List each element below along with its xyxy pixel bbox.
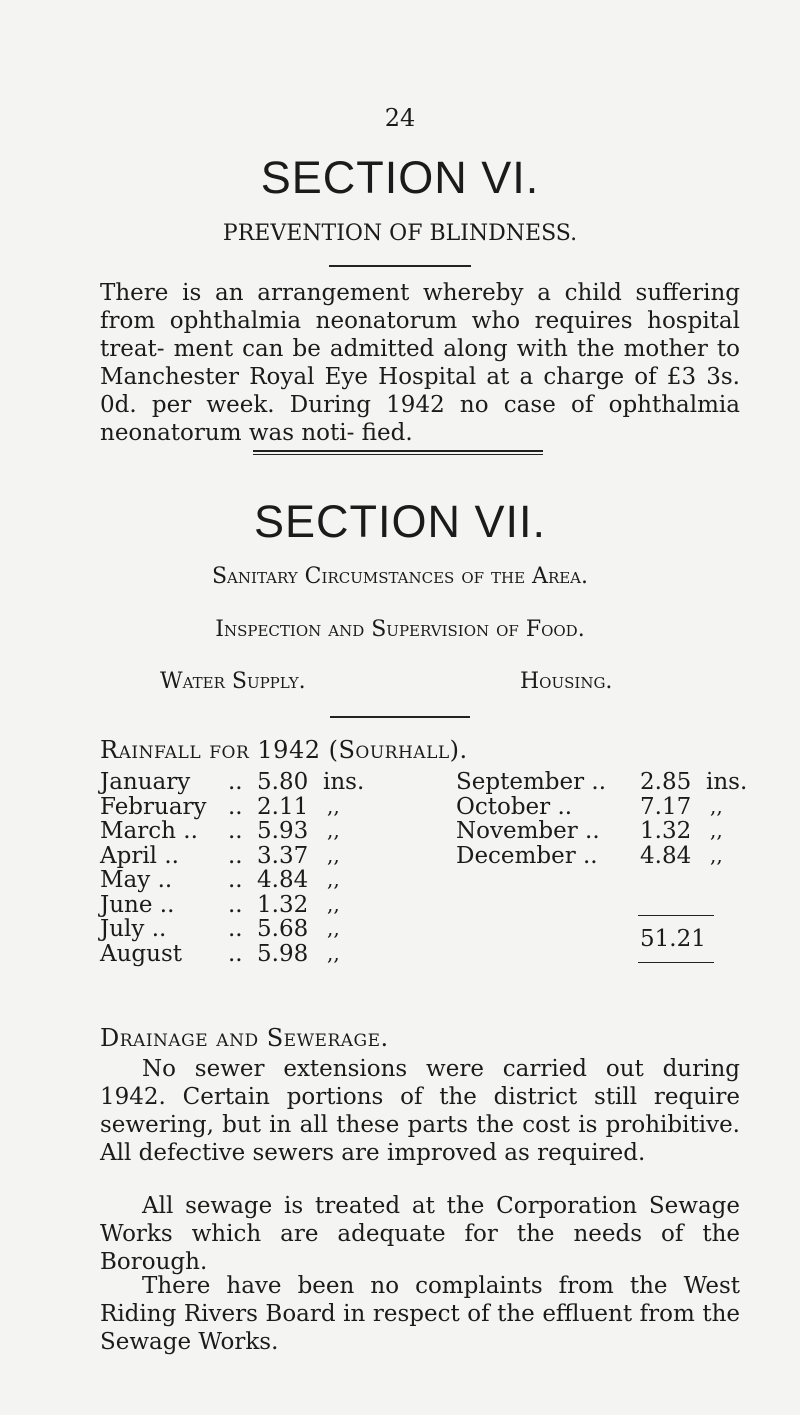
rainfall-month: August	[100, 940, 183, 967]
drainage-paragraph-2: All sewage is treated at the Corporation Sewage Works which are adequate for the needs of the Borough.	[100, 1193, 740, 1275]
rainfall-value: 1.32	[257, 891, 309, 918]
page-number: 24	[384, 104, 416, 132]
rainfall-dots: ..	[228, 793, 243, 820]
rainfall-value: 1.32	[640, 818, 692, 844]
rainfall-dots: ..	[228, 916, 243, 942]
drainage-paragraph-1: No sewer extensions were carried out during 1942. Certain portions of the district still require sewering, but in all these parts the cost is prohibitive. All defective sewers are improved as required.	[100, 1056, 740, 1166]
rainfall-value: 4.84	[640, 842, 692, 869]
rainfall-month: January	[100, 769, 191, 795]
rainfall-unit: ,,	[710, 793, 723, 818]
rainfall-month: November ..	[456, 818, 600, 844]
rainfall-dots: ..	[228, 842, 243, 869]
rainfall-total: 51.21	[640, 926, 706, 952]
rainfall-unit: ins.	[323, 769, 365, 795]
rainfall-month: September ..	[456, 769, 607, 795]
drainage-paragraph-3: There have been no complaints from the West Riding Rivers Board in respect of the effluent from the Sewage Works.	[100, 1273, 740, 1355]
rainfall-value: 4.84	[257, 867, 309, 893]
section-6-subtitle: PREVENTION OF BLINDNESS.	[222, 221, 578, 246]
rainfall-month: May ..	[100, 867, 173, 893]
total-rule-bottom	[638, 962, 714, 963]
section-7-housing: Housing.	[520, 669, 613, 694]
rainfall-value: 2.11	[257, 793, 309, 820]
divider	[330, 716, 470, 718]
rainfall-unit: ,,	[327, 867, 340, 891]
total-rule-top	[638, 915, 714, 916]
rainfall-unit: ,,	[327, 793, 340, 818]
rainfall-dots: ..	[228, 769, 243, 795]
rainfall-value: 5.68	[257, 916, 309, 942]
rainfall-dots: ..	[228, 940, 243, 967]
rainfall-value: 7.17	[640, 793, 692, 820]
rainfall-unit: ,,	[327, 818, 340, 842]
divider	[329, 265, 471, 267]
rainfall-unit: ,,	[327, 842, 340, 867]
rainfall-dots: ..	[228, 867, 243, 893]
rainfall-unit: ins.	[706, 769, 748, 795]
rainfall-dots: ..	[228, 891, 243, 918]
rainfall-month: December ..	[456, 842, 598, 869]
rainfall-unit: ,,	[327, 940, 340, 965]
rainfall-heading: Rainfall for 1942 (Sourhall).	[100, 736, 468, 764]
rainfall-unit: ,,	[327, 916, 340, 940]
section-7-water-supply: Water Supply.	[160, 669, 306, 694]
rainfall-value: 2.85	[640, 769, 692, 795]
section-7-title: SECTION VII.	[253, 496, 547, 547]
section-6-title: SECTION VI.	[260, 152, 540, 203]
rainfall-dots: ..	[228, 818, 243, 844]
double-divider	[253, 450, 543, 455]
rainfall-value: 5.98	[257, 940, 309, 967]
rainfall-month: February	[100, 793, 207, 820]
rainfall-month: April ..	[100, 842, 179, 869]
rainfall-unit: ,,	[710, 842, 723, 867]
drainage-heading: Drainage and Sewerage.	[100, 1024, 389, 1052]
rainfall-value: 3.37	[257, 842, 309, 869]
section-6-paragraph: There is an arrangement whereby a child suffering from ophthalmia neonatorum who requires hospital treat- ment can be admitted along with the mother to Manchester Royal Eye Hospital at a charge of £3 3s. 0d. per week. During 1942 no case of ophthalmia neonatorum was noti- fied.	[100, 280, 740, 446]
rainfall-month: October ..	[456, 793, 573, 820]
rainfall-month: March ..	[100, 818, 198, 844]
rainfall-value: 5.93	[257, 818, 309, 844]
rainfall-unit: ,,	[327, 891, 340, 916]
rainfall-month: July ..	[100, 916, 167, 942]
section-7-line-sanitary: Sanitary Circumstances of the Area.	[211, 564, 589, 589]
rainfall-month: June ..	[100, 891, 175, 918]
section-7-line-food: Inspection and Supervision of Food.	[215, 617, 585, 642]
rainfall-value: 5.80	[257, 769, 309, 795]
rainfall-unit: ,,	[710, 818, 723, 842]
